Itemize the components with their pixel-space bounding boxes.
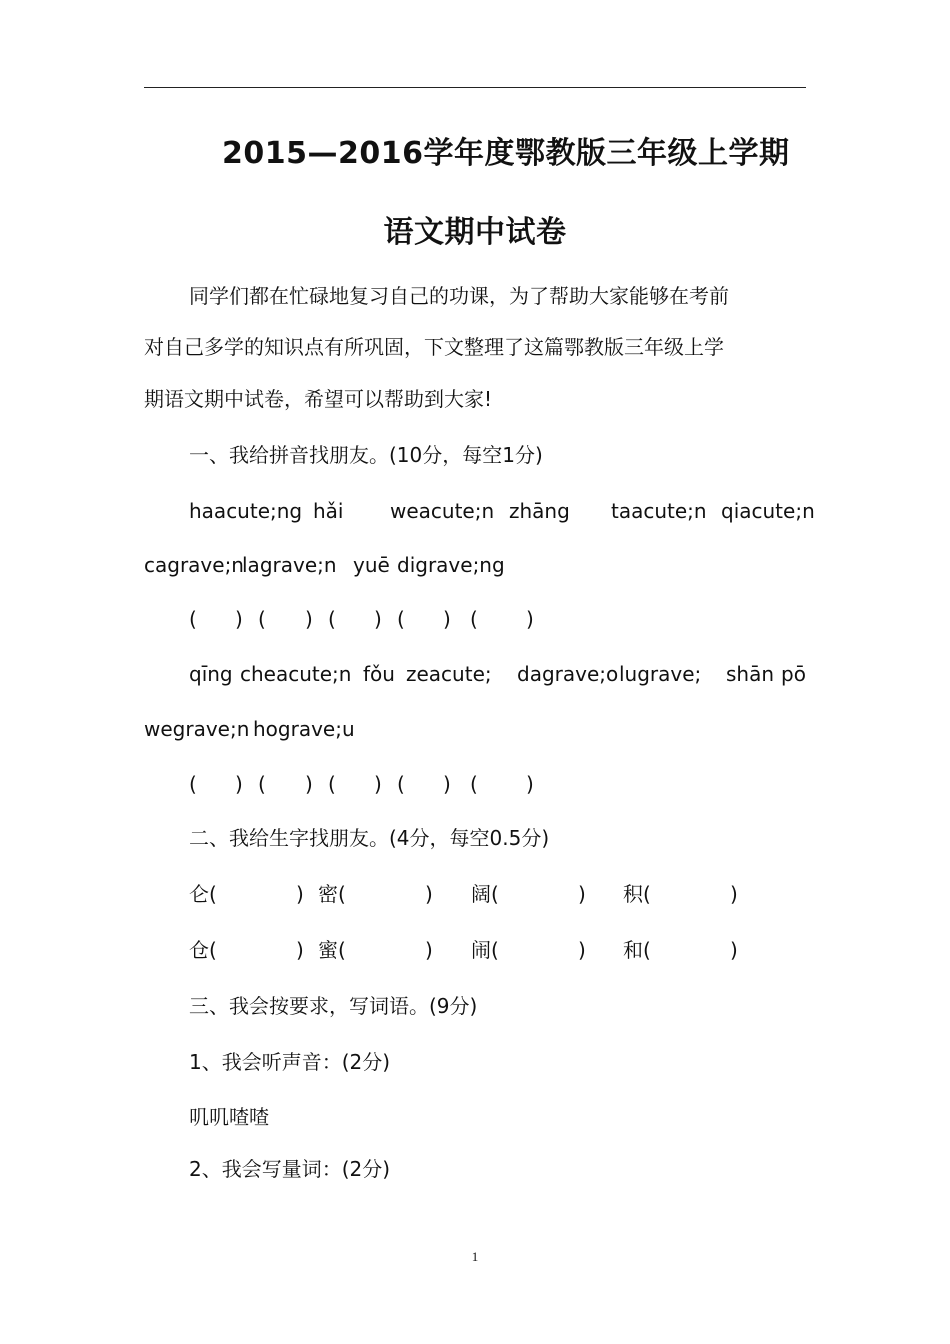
paren: ) <box>578 882 586 906</box>
char-item: 积( <box>623 882 651 906</box>
pinyin-item: fǒu <box>363 662 395 686</box>
paren: ) <box>443 772 451 796</box>
paren: ( <box>470 607 478 631</box>
paren: ( <box>328 607 336 631</box>
paren: ) <box>374 772 382 796</box>
pinyin-item: digrave;ng <box>397 553 505 577</box>
char-item: 密( <box>318 882 346 906</box>
pinyin-item: cagrave;n <box>144 553 244 577</box>
page-number: 1 <box>471 1249 479 1264</box>
pinyin-item: hǎi <box>313 499 344 523</box>
pinyin-item: lagrave;n <box>242 553 337 577</box>
paren: ) <box>526 607 534 631</box>
pinyin-item: hograve;u <box>253 717 355 741</box>
paren: ( <box>258 607 266 631</box>
paren: ) <box>296 882 304 906</box>
pinyin-item: zhāng <box>509 499 570 523</box>
paren: ) <box>296 938 304 962</box>
section1-heading: 一、我给拼音找朋友。(10分，每空1分) <box>189 443 543 467</box>
char-item: 阔( <box>471 882 499 906</box>
pinyin-item: shān <box>726 662 775 686</box>
pinyin-item: wegrave;n <box>144 717 250 741</box>
pinyin-item: haacute;ng <box>189 499 303 523</box>
section3-heading: 三、我会按要求，写词语。(9分) <box>189 994 478 1018</box>
pinyin-item: weacute;n <box>390 499 495 523</box>
paren: ) <box>443 607 451 631</box>
paren: ) <box>305 607 313 631</box>
pinyin-item: qīng <box>189 662 233 686</box>
intro-line-1: 同学们都在忙碌地复习自己的功课，为了帮助大家能够在考前 <box>189 284 729 308</box>
intro-line-2: 对自己多学的知识点有所巩固，下文整理了这篇鄂教版三年级上学 <box>144 335 724 359</box>
title-line-1: 2015—2016学年度鄂教版三年级上学期 <box>222 136 790 171</box>
pinyin-item: cheacute;n <box>240 662 352 686</box>
char-item: 仑( <box>189 882 217 906</box>
title-line-2: 语文期中试卷 <box>383 215 567 250</box>
pinyin-item: zeacute; <box>406 662 492 686</box>
paren: ) <box>730 938 738 962</box>
paren: ) <box>374 607 382 631</box>
paren: ) <box>526 772 534 796</box>
pinyin-item: yuē <box>353 553 390 577</box>
pinyin-item: dagrave;o <box>517 662 619 686</box>
paren: ( <box>189 772 197 796</box>
char-item: 蜜( <box>318 938 346 962</box>
paren: ( <box>470 772 478 796</box>
header-rule <box>144 87 806 88</box>
paren: ( <box>397 772 405 796</box>
paren: ( <box>258 772 266 796</box>
paren: ) <box>578 938 586 962</box>
section3-q2: 2、我会写量词：(2分) <box>189 1157 391 1181</box>
char-item: 仓( <box>189 938 217 962</box>
paren: ( <box>328 772 336 796</box>
paren: ) <box>305 772 313 796</box>
intro-line-3: 期语文期中试卷，希望可以帮助到大家! <box>144 387 493 411</box>
paren: ) <box>425 882 433 906</box>
paren: ( <box>397 607 405 631</box>
pinyin-item: qiacute;n <box>721 499 815 523</box>
char-item: 和( <box>623 938 651 962</box>
pinyin-item: lugrave; <box>619 662 702 686</box>
pinyin-item: pō <box>781 662 806 686</box>
paren: ) <box>235 772 243 796</box>
char-item: 闹( <box>471 938 499 962</box>
paren: ) <box>235 607 243 631</box>
section3-q1: 1、我会听声音：(2分) <box>189 1050 391 1074</box>
paren: ( <box>189 607 197 631</box>
pinyin-item: taacute;n <box>611 499 707 523</box>
paren: ) <box>425 938 433 962</box>
section3-q1-word: 叽叽喳喳 <box>189 1105 269 1129</box>
section2-heading: 二、我给生字找朋友。(4分，每空0.5分) <box>189 826 550 850</box>
paren: ) <box>730 882 738 906</box>
